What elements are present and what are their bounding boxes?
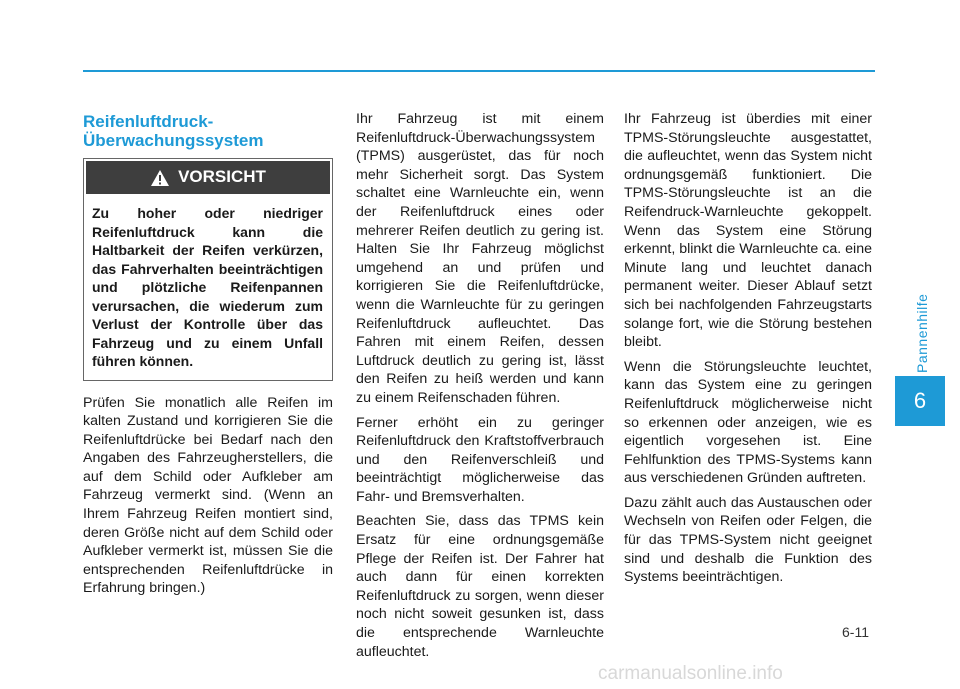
column-3	[624, 110, 872, 593]
column-1	[83, 112, 333, 604]
caution-header	[86, 161, 330, 194]
header-rule	[83, 70, 875, 72]
paragraph: Beachten Sie, dass das TPMS kein Ersatz für eine ordnungsgemäße Pflege der Reifen ist. Der Fahrer hat auch dann für einen korrekten Reifenluftdruck zu sorgen, wenn dieser noch nicht soweit gesunken ist, dass die entsprechende Warnleuchte aufleuchtet.	[356, 513, 604, 660]
section-title	[83, 112, 333, 150]
chapter-number-badge: 6	[895, 376, 945, 426]
caution-text: Zu hoher oder niedriger Reifenluftdruck kann die Haltbarkeit der Reifen verkürzen, das Fahrverhalten beeinträchtigen und plötzliche Reifenpannen verursachen, die wiederum zum Verlust der Kontrolle über das Fahrzeug und zu einem Unfall führen können.	[92, 205, 323, 369]
paragraph: Prüfen Sie monatlich alle Reifen im kalten Zustand und korrigieren Sie die Reifenluftdrücke bei Bedarf nach den Angaben des Fahrzeugherstellers, die auf dem Schild oder Aufkleber am Fahrzeug vermerkt sind. (Wenn an Ihrem Fahrzeug Reifen montiert sind, deren Größe nicht auf dem Schild oder Aufkleber vermerkt ist, müssen Sie die entsprechenden Reifenluftdrücke in Erfahrung bringen.)	[83, 394, 333, 597]
page-number: 6-11	[842, 624, 869, 640]
caution-box	[83, 158, 333, 381]
paragraph: Wenn die Störungsleuchte leuchtet, kann das System eine zu geringen Reifenluftdruck möglicherweise nicht so erkennen oder anzeigen, wie es eigentlich vorgesehen ist. Eine Fehlfunktion des TPMS-Systems kann aus verschiedenen Gründen auftreten.	[624, 358, 872, 487]
column-2	[356, 110, 604, 667]
warning-triangle-icon	[150, 169, 170, 187]
caution-label: VORSICHT	[178, 167, 266, 187]
section-title-line2: Überwachungssystem	[83, 131, 264, 150]
section-title-line1: Reifenluftdruck-	[83, 112, 214, 131]
watermark-text: carmanualsonline.info	[598, 663, 783, 684]
paragraph: Ihr Fahrzeug ist überdies mit einer TPMS-Störungsleuchte ausgestattet, die aufleuchtet, wenn das System nicht ordnungsgemäß funktioniert. Die TPMS-Störungsleuchte ist an die Reifendruck-Warnleuchte gekoppelt. Wenn das System eine Störung erkennt, blinkt die Warnleuchte ca. eine Minute lang und leuchtet danach permanent weiter. Dieser Ablauf setzt sich bei nachfolgenden Fahrzeugstarts solange fort, wie die Störung bestehen bleibt.	[624, 111, 872, 351]
paragraph: Ferner erhöht ein zu geringer Reifenluftdruck den Kraftstoffverbrauch und den Reifenverschleiß und beeinträchtigt möglicherweise das Fahr- und Bremsverhalten.	[356, 414, 604, 505]
chapter-tab-label: Pannenhilfe	[914, 293, 930, 373]
paragraph: Dazu zählt auch das Austauschen oder Wechseln von Reifen oder Felgen, die für das TPMS-System nicht geeignet sind und deshalb die Funktion des Systems beeinträchtigen.	[624, 494, 872, 586]
paragraph: Ihr Fahrzeug ist mit einem Reifenluftdruck-Überwachungssystem (TPMS) ausgerüstet, das für noch mehr Sicherheit sorgt. Das System schaltet eine Warnleuchte ein, wenn der Reifenluftdruck eines oder mehrerer Reifen deutlich zu gering ist. Halten Sie Ihr Fahrzeug möglichst umgehend an und prüfen und korrigieren Sie die Reifenluftdrücke, wenn die Warnleuchte für zu geringen Reifenluftdruck aufleuchtet. Das Fahren mit einem Reifen, dessen Luftdruck deutlich zu gering ist, lässt den Reifen zu heiß werden und kann zu einem Reifenschaden führen.	[356, 111, 604, 406]
